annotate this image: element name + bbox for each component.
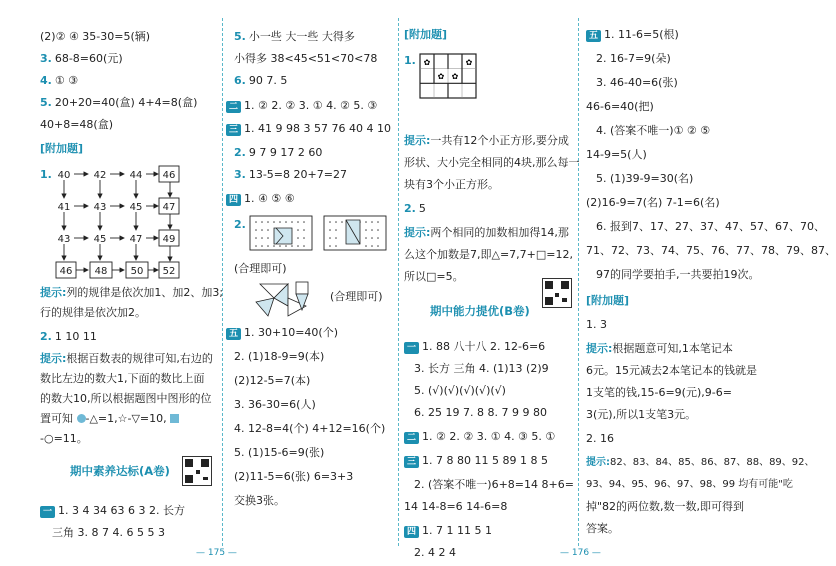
hint-line: 数比左边的数大1,下面的数比上面	[40, 372, 205, 385]
answer-line: 4. ① ③	[40, 74, 79, 87]
answer-line: 71、72、73、74、75、76、77、78、79、87、	[586, 244, 836, 257]
hint-line: 提示:一共有12个小正方形,要分成	[404, 134, 569, 147]
svg-text:✿: ✿	[451, 72, 459, 81]
grid-cell: 41	[57, 202, 71, 213]
answer-line: 2. 5	[404, 202, 426, 215]
answer-line: 5. 小一些 大一些 大得多	[234, 30, 355, 43]
answer-line: 3. 长方 三角 4. (1)13 (2)9	[414, 362, 549, 375]
answer-line: 2. (1)18-9=9(本)	[234, 350, 325, 363]
answer-line: (合理即可)	[234, 262, 287, 275]
grid-cell: 45	[129, 202, 143, 213]
section-header-extra: [附加题]	[404, 28, 448, 41]
qr-code-icon	[182, 456, 212, 486]
column-divider	[398, 18, 399, 546]
answer-line: 五 1. 30+10=40(个)	[226, 326, 338, 340]
answer-line: 3. 68-8=60(元)	[40, 52, 123, 65]
grid-cell: 45	[93, 234, 107, 245]
answer-line: 2. 9 7 9 17 2 60	[234, 146, 323, 159]
answer-line: (2)11-5=6(张) 6=3+3	[234, 470, 354, 483]
answer-line: 3. 13-5=8 20+7=27	[234, 168, 347, 181]
question-number: 1.	[404, 54, 416, 67]
answer-line: 14-9=5(人)	[586, 148, 647, 161]
answer-line: 三角 3. 8 7 4. 6 5 5 3	[52, 526, 165, 539]
page-number: — 176 —	[560, 548, 601, 558]
section-title: 期中能力提优(B卷)	[430, 304, 530, 318]
hint-line: 1支笔的钱,15-6=9(元),9-6=	[586, 386, 732, 399]
answer-line: 6. 90 7. 5	[234, 74, 288, 87]
answer-line: 4. (答案不唯一)① ② ⑤	[596, 124, 711, 137]
answer-line: 二 1. ② 2. ② 3. ① 4. ② 5. ③	[226, 99, 377, 113]
column-divider	[222, 18, 223, 546]
grid-cell: 42	[93, 170, 107, 181]
grid-cell: 46	[59, 266, 73, 277]
answer-line: 2. 1 10 11	[40, 330, 97, 343]
grid-cell: 47	[162, 202, 176, 213]
grid-cell: 43	[93, 202, 107, 213]
answer-line: 四 1. 7 1 11 5 1	[404, 524, 492, 538]
hint-line: 的数大10,所以根据题图中图形的位	[40, 392, 212, 405]
answer-line: 3. 46-40=6(张)	[596, 76, 678, 89]
page-number: — 175 —	[196, 548, 237, 558]
grid-cell: 40	[57, 170, 71, 181]
hint-line: 掉"82的两位数,数一数,即可得到	[586, 500, 745, 513]
grid-cell: 52	[162, 266, 176, 277]
answer-line: 3. 36-30=6(人)	[234, 398, 316, 411]
hint-line: 3(元),所以1支笔3元。	[586, 408, 697, 421]
answer-line: 2. 16-7=9(朵)	[596, 52, 671, 65]
dot-grid-figure	[250, 214, 390, 254]
question-number: 1.	[40, 168, 52, 181]
answer-line: 二 1. ② 2. ② 3. ① 4. ③ 5. ①	[404, 430, 555, 444]
question-number: 2.	[234, 218, 246, 231]
answer-line: 6. 报到7、17、27、37、47、57、67、70、	[596, 220, 825, 233]
hint-line: 形状、大小完全相同的4块,那么每一	[404, 156, 580, 169]
hint-line: 行的规律是依次加2。	[40, 306, 146, 319]
column-4	[586, 22, 836, 542]
hint-line: 么这个加数是7,即△=7,7+□=12,	[404, 248, 573, 261]
square-division-figure	[418, 52, 480, 104]
column-3	[404, 22, 580, 559]
grid-cell: 44	[129, 170, 143, 181]
answer-line: (2)12-5=7(本)	[234, 374, 311, 387]
answer-line: 2. (答案不唯一)6+8=14 8+6=	[414, 478, 574, 491]
hint-line: 置可知 -△=1,☆-▽=10,	[40, 412, 179, 426]
section-header-extra: [附加题]	[586, 294, 630, 307]
answer-line: 5. (1)39-9=30(名)	[596, 172, 694, 185]
blue-square-icon	[170, 414, 179, 423]
number-grid-diagram	[56, 162, 182, 278]
hint-line: 提示:根据百数表的规律可知,右边的	[40, 352, 213, 365]
answer-line: 一 1. 3 4 34 63 6 3 2. 长方	[40, 504, 185, 518]
tangram-figure	[294, 280, 314, 316]
grid-cell: 46	[162, 170, 176, 181]
hint-line: 93、94、95、96、97、98、99 均有可能"吃	[586, 479, 793, 490]
answer-line: 5. (√)(√)(√)(√)(√)	[414, 384, 506, 397]
column-2	[229, 22, 394, 542]
answer-line: 一 1. 88 八十八 2. 12-6=6	[404, 340, 545, 354]
answer-line: 5. (1)15-6=9(张)	[234, 446, 325, 459]
grid-cell: 49	[162, 234, 176, 245]
grid-cell: 50	[130, 266, 144, 277]
hint-line: 提示:根据题意可知,1本笔记本	[586, 342, 733, 355]
answer-line: 1. 3	[586, 318, 607, 331]
blue-circle-icon	[77, 414, 86, 423]
grid-cell: 48	[94, 266, 108, 277]
answer-line: 46-6=40(把)	[586, 100, 654, 113]
answer-line: 97的同学要拍手,一共要拍19次。	[596, 268, 760, 281]
column-divider	[578, 18, 579, 546]
answer-line: 2. 4 2 4	[414, 546, 456, 559]
answer-line: 6. 25 19 7. 8 8. 7 9 9 80	[414, 406, 547, 419]
answer-line: (合理即可)	[330, 290, 383, 303]
answer-line: 14 14-8=6 14-6=8	[404, 500, 508, 513]
hint-line: 所以□=5。	[404, 270, 464, 283]
answer-line: 2. 16	[586, 432, 614, 445]
section-header-extra: [附加题]	[40, 142, 84, 155]
answer-line: 五 1. 11-6=5(根)	[586, 28, 679, 42]
column-1	[40, 22, 224, 542]
answer-line: 小得多 38<45<51<70<78	[234, 52, 378, 65]
answer-line: (2)② ④ 35-30=5(辆)	[40, 30, 151, 43]
grid-cell: 43	[57, 234, 71, 245]
answer-line: 三 1. 41 9 98 3 57 76 40 4 10	[226, 122, 391, 136]
qr-code-icon	[542, 278, 572, 308]
svg-text:✿: ✿	[465, 58, 473, 67]
hint-line: -○=11。	[40, 432, 88, 445]
hint-line: 提示:列的规律是依次加1、加2、加3;	[40, 286, 224, 299]
hint-line: 答案。	[586, 522, 619, 535]
grid-cell: 47	[129, 234, 143, 245]
answer-line: 4. 12-8=4(个) 4+12=16(个)	[234, 422, 386, 435]
answer-line: 交换3张。	[234, 494, 285, 507]
svg-text:✿: ✿	[423, 58, 431, 67]
hint-line: 块有3个小正方形。	[404, 178, 499, 191]
answer-line: (2)16-9=7(名) 7-1=6(名)	[586, 196, 720, 209]
answer-line: 三 1. 7 8 80 11 5 89 1 8 5	[404, 454, 548, 468]
answer-line: 5. 20+20=40(盒) 4+4=8(盒)	[40, 96, 198, 109]
hint-line: 提示:两个相同的加数相加得14,那	[404, 226, 569, 239]
hint-line: 6元。15元减去2本笔记本的钱就是	[586, 364, 757, 377]
answer-line: 四 1. ④ ⑤ ⑥	[226, 192, 295, 206]
section-title: 期中素养达标(A卷)	[70, 464, 170, 478]
svg-text:✿: ✿	[437, 72, 445, 81]
answer-line: 40+8=48(盒)	[40, 118, 114, 131]
hint-line: 提示:82、83、84、85、86、87、88、89、92、	[586, 457, 815, 468]
